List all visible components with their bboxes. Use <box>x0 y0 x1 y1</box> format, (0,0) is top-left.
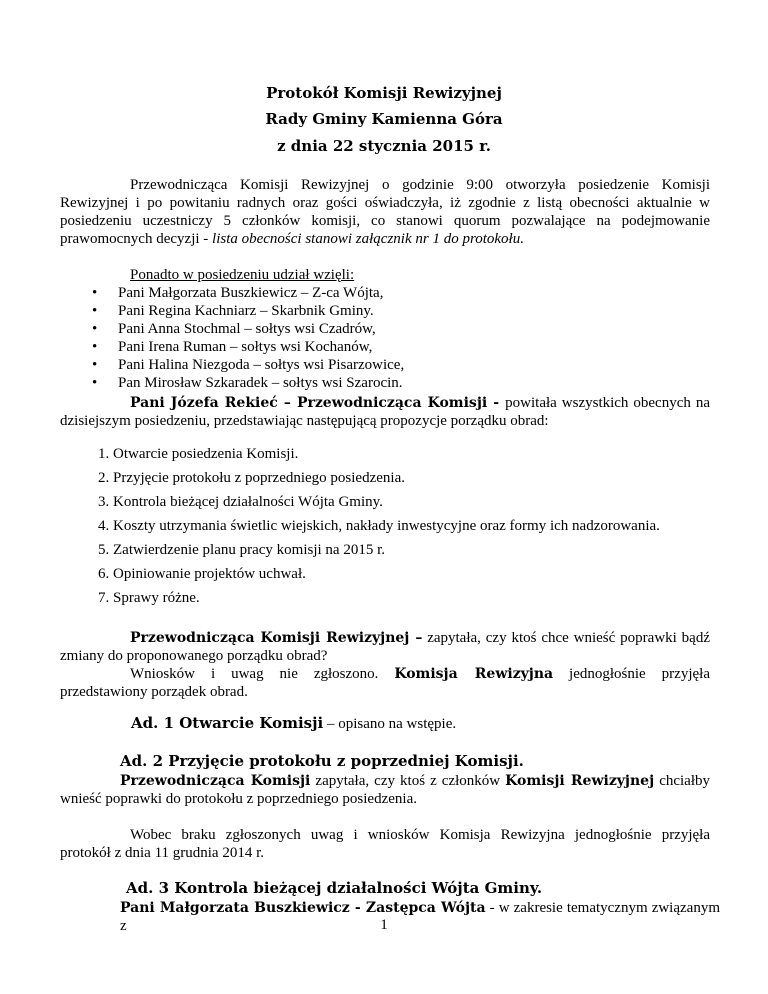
bullet-icon: • <box>92 303 98 319</box>
ad1-heading: Ad. 1 Otwarcie Komisji <box>131 714 324 732</box>
ad2-text-1: zapytała, czy ktoś z członków <box>310 773 506 789</box>
agenda-item: 5. Zatwierdzenie planu pracy komisji na 2015 r. <box>98 542 385 558</box>
ad3-heading: Ad. 3 Kontrola bieżącej działalności Wójta Gminy. <box>126 879 543 897</box>
agenda-item: 6. Opiniowanie projektów uchwał. <box>98 566 306 582</box>
agenda-intro-line-2: dzisiejszym posiedzeniu, przedstawiając następującą propozycje porządku obrad: <box>60 413 549 429</box>
attachment-note: lista obecności stanowi załącznik nr 1 do protokołu. <box>212 231 524 247</box>
approval-line-1 <box>60 629 710 647</box>
intro-line-4 <box>60 230 710 248</box>
ad2-speaker: Przewodnicząca Komisji <box>120 773 311 789</box>
ad3-speaker: Pani Małgorzata Buszkiewicz - Zastępca Wójta <box>120 900 486 916</box>
bullet-icon: • <box>92 375 98 391</box>
agenda-item: 7. Sprawy różne. <box>98 590 200 606</box>
bullet-icon: • <box>92 285 98 301</box>
agenda-intro-text: powitała wszystkich obecnych na <box>505 395 710 411</box>
intro-line-2: Rewizyjnej i po powitaniu radnych oraz gości oświadczyła, iż zgodnie z listą obecności aktualnie w <box>60 195 710 211</box>
approval-text: zapytała, czy ktoś chce wnieść poprawki bądź <box>422 630 710 646</box>
bullet-icon: • <box>92 321 98 337</box>
ad1-section <box>131 714 456 733</box>
ad2-para-2-line-2: protokół z dnia 11 grudnia 2014 r. <box>60 845 264 861</box>
ad2-heading: Ad. 2 Przyjęcie protokołu z poprzedniej Komisji. <box>120 752 524 770</box>
document-title-line-1: Protokół Komisji Rewizyjnej <box>266 84 502 102</box>
attendee-item: Pani Anna Stochmal – sołtys wsi Czadrów, <box>118 321 376 337</box>
ad2-para-1-line-2: wnieść poprawki do protokołu z poprzedniego posiedzenia. <box>60 791 417 807</box>
page-number: 1 <box>380 917 388 933</box>
approval-line-3-end: jednogłośnie przyjęła <box>553 666 710 682</box>
ad3-text: - w zakresie tematycznym związanym z <box>120 900 720 934</box>
agenda-item: 2. Przyjęcie protokołu z poprzedniego posiedzenia. <box>98 470 405 486</box>
ad1-text: – opisano na wstępie. <box>323 716 457 732</box>
intro-line-1: Przewodnicząca Komisji Rewizyjnej o godzinie 9:00 otworzyła posiedzenie Komisji <box>130 177 710 193</box>
intro-line-3: posiedzeniu uczestniczy 5 członków komisji, co stanowi quorum pozwalające na podejmowanie <box>60 213 710 229</box>
ad2-para-2-line-1: Wobec braku zgłoszonych uwag i wniosków Komisja Rewizyjna jednogłośnie przyjęła <box>130 827 710 843</box>
attendee-item: Pan Mirosław Szkaradek – sołtys wsi Szarocin. <box>118 375 403 391</box>
approval-line-3 <box>60 665 710 683</box>
agenda-item: 1. Otwarcie posiedzenia Komisji. <box>98 446 299 462</box>
approval-line-2: zmiany do proponowanego porządku obrad? <box>60 648 328 664</box>
bullet-icon: • <box>92 357 98 373</box>
approval-speaker: Przewodnicząca Komisji Rewizyjnej – <box>130 630 423 646</box>
ad2-committee: Komisji Rewizyjnej <box>505 773 655 789</box>
bullet-icon: • <box>92 339 98 355</box>
document-title-date: z dnia 22 stycznia 2015 r. <box>277 137 491 155</box>
attendee-item: Pani Regina Kachniarz – Skarbnik Gminy. <box>118 303 374 319</box>
agenda-intro-line-1 <box>60 394 710 412</box>
approval-line-3-text: Wniosków i uwag nie zgłoszono. <box>130 666 395 682</box>
agenda-item: 3. Kontrola bieżącej działalności Wójta Gminy. <box>98 494 383 510</box>
agenda-item: 4. Koszty utrzymania świetlic wiejskich, nakłady inwestycyjne oraz formy ich nadzorowania. <box>98 518 660 534</box>
ad2-para-1-line-1 <box>60 772 710 790</box>
attendee-item: Pani Małgorzata Buszkiewicz – Z-ca Wójta, <box>118 285 384 301</box>
ad2-text-2: chciałby <box>654 773 710 789</box>
intro-line-4-text: prawomocnych decyzji - <box>60 231 213 247</box>
document-title-line-2: Rady Gminy Kamienna Góra <box>265 110 503 128</box>
approval-line-4: przedstawiony porządek obrad. <box>60 684 248 700</box>
attendee-item: Pani Irena Ruman – sołtys wsi Kochanów, <box>118 339 373 355</box>
attendees-heading: Ponadto w posiedzeniu udział wzięli: <box>130 267 355 283</box>
attendee-item: Pani Halina Niezgoda – sołtys wsi Pisarzowice, <box>118 357 405 373</box>
agenda-intro-speaker: Pani Józefa Rekieć – Przewodnicząca Komisji - <box>130 395 506 411</box>
approval-committee: Komisja Rewizyjna <box>394 666 554 682</box>
